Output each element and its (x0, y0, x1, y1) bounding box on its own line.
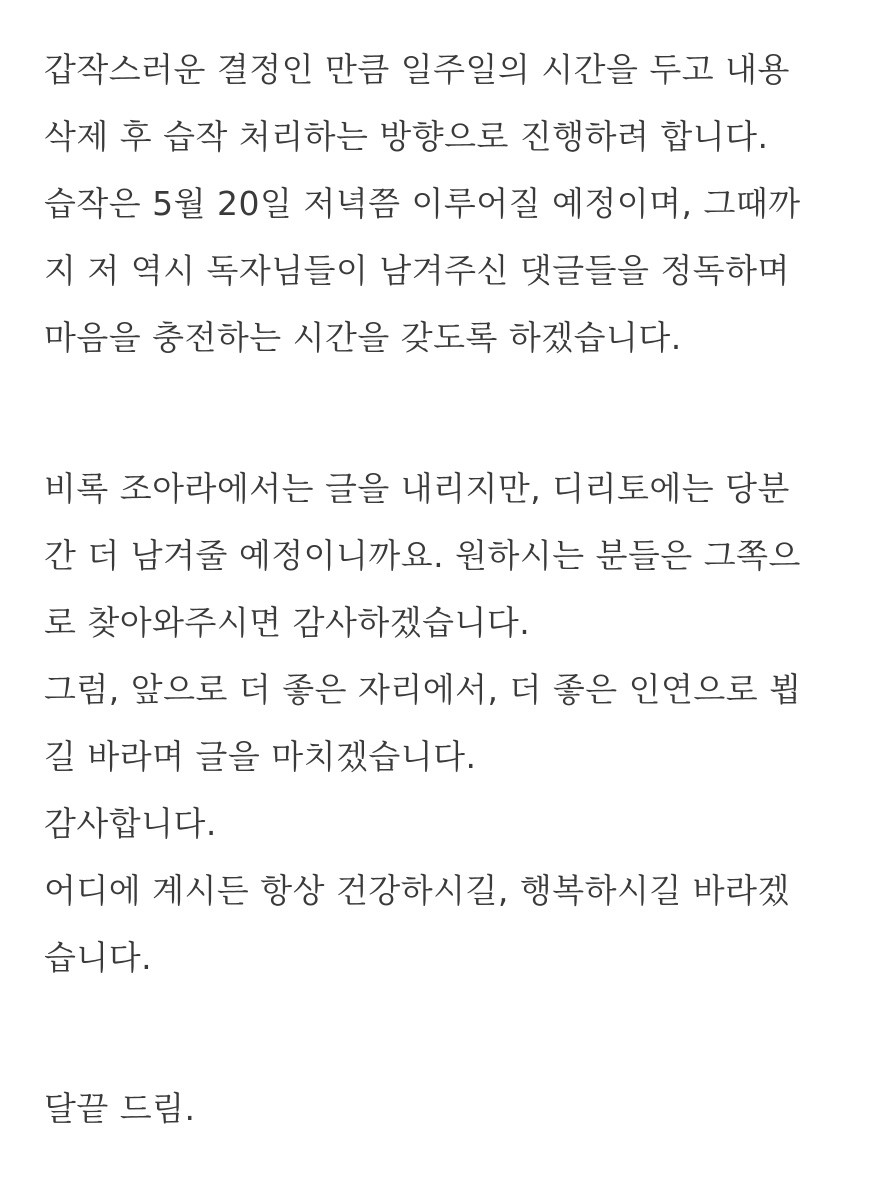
text-line: 삭제 후 습작 처리하는 방향으로 진행하려 합니다. (44, 117, 769, 156)
signature-line: 달끝 드림. (44, 1089, 196, 1128)
text-line: 습작은 5월 20일 저녁쯤 이루어질 예정이며, 그때까 (44, 184, 801, 223)
text-line: 감사합니다. (44, 804, 217, 843)
text-line: 갑작스러운 결정인 만큼 일주일의 시간을 두고 내용 (44, 50, 790, 89)
text-line: 비록 조아라에서는 글을 내리지만, 디리토에는 당분 (44, 469, 790, 508)
text-line: 간 더 남겨줄 예정이니까요. 원하시는 분들은 그쪽으 (44, 536, 801, 575)
text-line: 어디에 계시든 항상 건강하시길, 행복하시길 바라겠 (44, 871, 790, 910)
text-line: 마음을 충전하는 시간을 갖도록 하겠습니다. (44, 318, 682, 357)
text-line: 로 찾아와주시면 감사하겠습니다. (44, 603, 531, 642)
text-line: 습니다. (44, 938, 153, 977)
text-line: 길 바라며 글을 마치겠습니다. (44, 737, 477, 776)
text-line: 지 저 역시 독자님들이 남겨주신 댓글들을 정독하며 (44, 251, 790, 290)
text-line: 그럼, 앞으로 더 좋은 자리에서, 더 좋은 인연으로 뵙 (44, 670, 802, 709)
